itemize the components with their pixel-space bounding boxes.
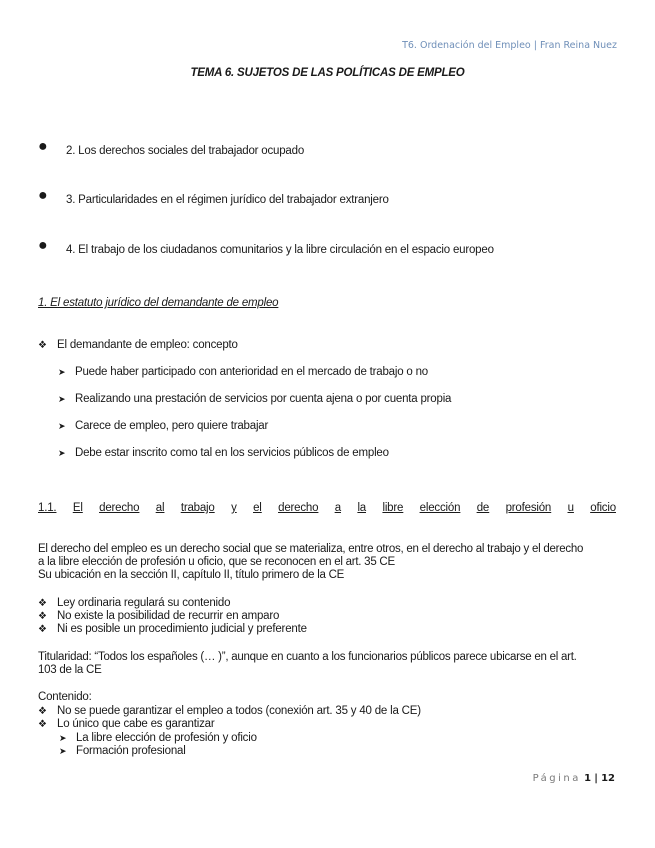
concept-point [58, 447, 389, 463]
subsection-title-word: elección [419, 502, 461, 514]
page-number: 1 [584, 773, 592, 784]
feature-text: Ni es posible un procedimiento judicial y preferente [57, 623, 307, 635]
outline-item-text: 4. El trabajo de los ciudadanos comunitarios y la libre circulación en el espacio europeo [66, 244, 494, 256]
feature-item [38, 623, 307, 636]
total-pages: 12 [601, 773, 615, 784]
contenido-subitem [38, 732, 421, 746]
features-list [38, 597, 307, 636]
subsection-title-word: el [253, 502, 262, 514]
page-separator: | [594, 773, 598, 784]
paragraph-intro [38, 543, 618, 582]
subsection-title [38, 502, 616, 514]
subsection-title-word: oficio [590, 502, 616, 514]
feature-text: No existe la posibilidad de recurrir en amparo [57, 610, 280, 622]
subsection-title-word: al [155, 502, 165, 514]
bullet-icon: ● [38, 187, 48, 204]
outline-item-text: 2. Los derechos sociales del trabajador ocupado [66, 145, 305, 157]
paragraph-line: 103 de la CE [38, 664, 102, 676]
subsection-title-word: profesión [505, 502, 552, 514]
concept-point-text: Puede haber participado con anterioridad en el mercado de trabajo o no [75, 366, 428, 378]
contenido-item [38, 705, 421, 719]
subsection-title-word: libre [382, 502, 404, 514]
subsection-title-word: a [334, 502, 341, 514]
subsection-title-word: derecho [99, 502, 140, 514]
feature-item [38, 610, 307, 623]
subsection-title-word: y [231, 502, 237, 514]
diamond-bullet-icon: ❖ [38, 611, 47, 622]
paragraph-line: Su ubicación en la sección II, capítulo II, título primero de la CE [38, 569, 345, 581]
contenido-item-text: Lo único que cabe es garantizar [57, 718, 215, 730]
contenido-item-text: No se puede garantizar el empleo a todos (conexión art. 35 y 40 de la CE) [57, 704, 421, 717]
bullet-icon: ● [38, 138, 48, 155]
page-label: Página [532, 773, 581, 784]
contenido-label: Contenido: [38, 691, 92, 703]
page-footer [533, 773, 615, 784]
subsection-title-word: trabajo [180, 502, 215, 514]
running-header: T6. Ordenación del Empleo | Fran Reina Nuez [402, 40, 617, 51]
contenido-subitem-text: Formación profesional [76, 745, 186, 757]
diamond-bullet-icon: ❖ [38, 624, 47, 635]
diamond-bullet-icon: ❖ [38, 340, 47, 351]
subsection-title-word: 1.1. [38, 502, 57, 514]
document-title: TEMA 6. SUJETOS DE LAS POLÍTICAS DE EMPLEO [190, 67, 465, 79]
feature-text: Ley ordinaria regulará su contenido [57, 597, 231, 609]
arrow-bullet-icon: ➤ [58, 394, 66, 404]
contenido-subitem-text: La libre elección de profesión y oficio [76, 731, 257, 744]
contenido-item [38, 718, 421, 732]
diamond-bullet-icon: ❖ [38, 705, 47, 717]
arrow-bullet-icon: ➤ [58, 421, 66, 431]
feature-item [38, 597, 307, 610]
subsection-title-word: u [567, 502, 574, 514]
concept-item [38, 339, 238, 355]
concept-point [58, 366, 428, 382]
concept-text: El demandante de empleo: concepto [57, 339, 238, 351]
arrow-bullet-icon: ➤ [58, 367, 66, 377]
concept-point-text: Realizando una prestación de servicios por cuenta ajena o por cuenta propia [75, 393, 452, 405]
concept-point [58, 393, 451, 409]
subsection-title-word: de [476, 502, 490, 514]
paragraph-titularidad [38, 651, 618, 677]
arrow-bullet-icon: ➤ [59, 746, 67, 756]
diamond-bullet-icon: ❖ [38, 598, 47, 609]
bullet-icon: ● [38, 237, 48, 254]
arrow-bullet-icon: ➤ [59, 732, 67, 743]
section-title: 1. El estatuto jurídico del demandante de empleo [38, 297, 279, 309]
diamond-bullet-icon: ❖ [38, 719, 47, 730]
subsection-title-word: El [72, 502, 83, 514]
paragraph-line: a la libre elección de profesión u oficio, que se reconocen en el art. 35 CE [38, 556, 395, 568]
paragraph-line: Titularidad: “Todos los españoles (… )”, aunque en cuanto a los funcionarios públicos parece ubicarse en el art. [38, 651, 577, 663]
outline-item-text: 3. Particularidades en el régimen jurídico del trabajador extranjero [66, 194, 389, 206]
concept-point-text: Carece de empleo, pero quiere trabajar [75, 420, 269, 432]
contenido-block [38, 691, 421, 759]
paragraph-line: El derecho del empleo es un derecho social que se materializa, entre otros, en el derecho al trabajo y el derecho [38, 543, 584, 555]
concept-point-text: Debe estar inscrito como tal en los servicios públicos de empleo [75, 447, 389, 459]
subsection-title-word: derecho [278, 502, 319, 514]
arrow-bullet-icon: ➤ [58, 448, 66, 458]
subsection-title-word: la [357, 502, 366, 514]
contenido-subitem [38, 745, 421, 759]
concept-point [58, 420, 268, 436]
